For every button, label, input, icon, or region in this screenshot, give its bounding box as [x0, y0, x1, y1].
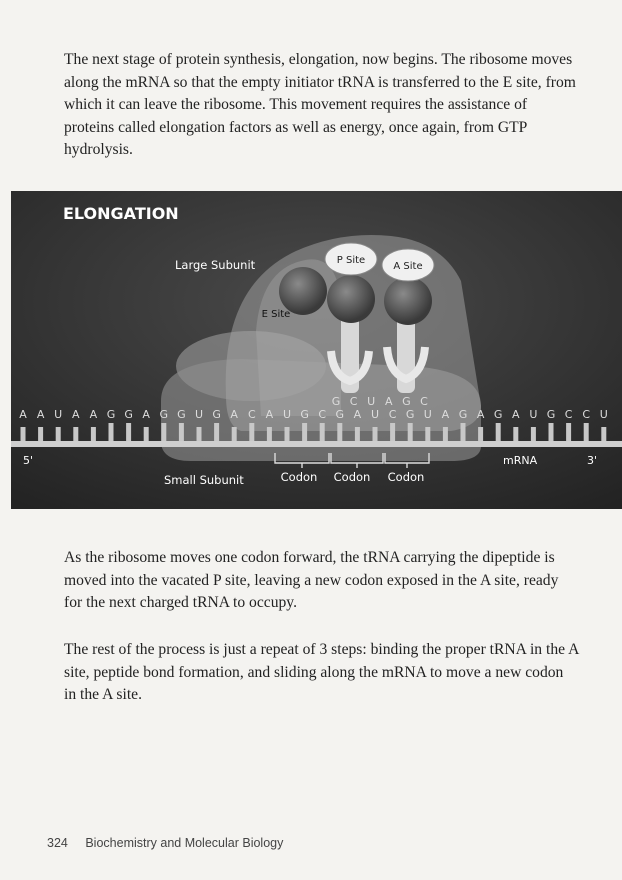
mrna-base-tick: [38, 427, 43, 441]
mrna-base: C: [564, 408, 573, 421]
page-footer: [47, 836, 283, 850]
mrna-base: A: [512, 408, 520, 421]
mrna-base: A: [19, 408, 27, 421]
figure-title: ELONGATION: [63, 204, 179, 223]
mrna-base: C: [388, 408, 397, 421]
mrna-base-tick: [425, 427, 430, 441]
mrna-base: U: [529, 408, 538, 421]
mrna-backbone: [11, 441, 622, 447]
mrna-base: G: [335, 408, 345, 421]
mrna-base: A: [230, 408, 238, 421]
anticodon-base: C: [420, 395, 428, 408]
mrna-base-tick: [214, 423, 219, 441]
codon-label-1: Codon: [280, 470, 318, 484]
codon-label-2: Codon: [333, 470, 371, 484]
mrna-base-tick: [249, 423, 254, 441]
mrna-base: G: [106, 408, 116, 421]
mrna-base: G: [159, 408, 169, 421]
e-site-label: E Site: [261, 309, 291, 320]
anticodon-base: G: [402, 395, 411, 408]
mrna-base-tick: [584, 423, 589, 441]
anticodon-base: C: [349, 395, 358, 408]
mrna-base: G: [124, 408, 133, 421]
small-subunit-label: Small Subunit: [164, 473, 244, 487]
large-subunit-label: Large Subunit: [175, 258, 256, 272]
mrna-base-tick: [126, 423, 131, 441]
mrna-base-tick: [408, 423, 413, 441]
mrna-base-tick: [566, 423, 571, 441]
p-site-trna-head: [327, 275, 375, 323]
mrna-base-tick: [144, 427, 149, 441]
mrna-base-tick: [443, 427, 448, 441]
mrna-base: G: [546, 408, 556, 421]
mrna-base-tick: [302, 423, 307, 441]
mrna-base-tick: [549, 423, 554, 441]
mrna-base-tick: [496, 423, 501, 441]
mrna-base: C: [318, 408, 327, 421]
mrna-base-tick: [478, 427, 483, 441]
mrna-base: C: [247, 408, 256, 421]
anticodon-base: G: [331, 395, 341, 408]
mrna-base-tick: [513, 427, 518, 441]
mrna-base: U: [194, 408, 204, 421]
elongation-diagram: [11, 191, 622, 509]
a-site-trna-head: [384, 277, 432, 325]
mrna-base-tick: [161, 423, 166, 441]
mrna-base-tick: [531, 427, 536, 441]
mrna-base: A: [441, 408, 450, 421]
mrna-base: C: [582, 408, 591, 421]
mrna-base-tick: [197, 427, 202, 441]
mrna-base: U: [423, 408, 432, 421]
mrna-base: A: [72, 408, 80, 421]
five-prime-label: 5': [23, 454, 34, 467]
a-site-label: A Site: [393, 261, 423, 272]
book-title: Biochemistry and Molecular Biology: [85, 836, 284, 850]
mrna-base-tick: [337, 423, 342, 441]
mrna-base-tick: [355, 427, 360, 441]
mrna-base: A: [89, 408, 98, 421]
mrna-base: G: [300, 408, 309, 421]
mrna-base-tick: [267, 427, 272, 441]
mrna-base: A: [353, 408, 362, 421]
codon-label-3: Codon: [387, 470, 425, 484]
mrna-label: mRNA: [503, 454, 538, 467]
three-prime-label: 3': [587, 454, 598, 467]
mrna-base-tick: [73, 427, 78, 441]
elongation-figure: [11, 191, 622, 509]
mrna-base-tick: [285, 427, 290, 441]
mrna-base: G: [212, 408, 221, 421]
mrna-base: U: [370, 408, 380, 421]
mrna-base-tick: [320, 423, 325, 441]
mrna-base-tick: [601, 427, 606, 441]
mrna-base: U: [54, 408, 63, 421]
mrna-base: G: [493, 408, 503, 421]
mrna-base: A: [142, 408, 150, 421]
paragraph-repeat-steps: The rest of the process is just a repeat of 3 steps: binding the proper tRNA in the A site, peptide bond formation, and sliding along the mRNA to move a new codon in the A site.: [64, 641, 579, 704]
p-site-label: P Site: [336, 255, 366, 266]
mrna-base: G: [458, 408, 468, 421]
mrna-base-tick: [56, 427, 61, 441]
mrna-base: U: [599, 408, 608, 421]
mrna-base: A: [476, 408, 485, 421]
paragraph-codon-forward: As the ribosome moves one codon forward, the tRNA carrying the dipeptide is moved into the vacated P site, leaving a new codon exposed in the A site, ready for the next charged tRNA to occupy.: [64, 549, 559, 612]
anticodon-base: A: [385, 395, 393, 408]
page-number: 324: [47, 836, 68, 850]
anticodon-base: U: [367, 395, 376, 408]
mrna-base-tick: [109, 423, 114, 441]
mrna-base: G: [405, 408, 415, 421]
mrna-base-tick: [21, 427, 26, 441]
mrna-base: G: [177, 408, 186, 421]
e-site-trna-head: [279, 267, 327, 315]
mrna-base: A: [265, 408, 274, 421]
mrna-base-tick: [179, 423, 184, 441]
mrna-base-tick: [461, 423, 466, 441]
mrna-base-tick: [91, 427, 96, 441]
mrna-base-tick: [390, 423, 395, 441]
mrna-base-tick: [373, 427, 378, 441]
mrna-base-tick: [232, 427, 237, 441]
mrna-base: U: [282, 408, 292, 421]
paragraph-elongation-intro: The next stage of protein synthesis, elongation, now begins. The ribosome moves along the mRNA so that the empty initiator tRNA is transferred to the E site, from which it can leave the ribosome. This movement requires the assistance of proteins called elongation factors as well as energy, once again, from GTP hydrolysis.: [64, 51, 576, 159]
mrna-base: A: [36, 408, 45, 421]
